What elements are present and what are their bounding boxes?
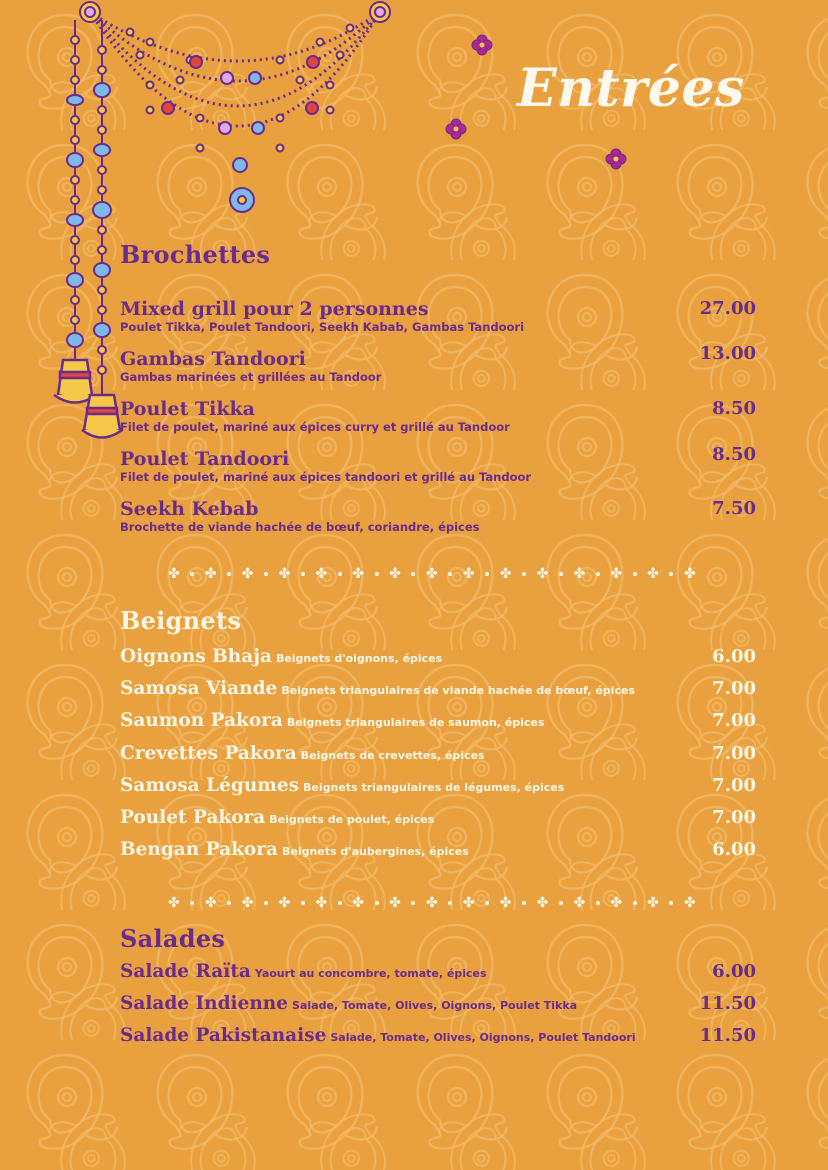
- item-name: Poulet Tikka: [120, 398, 255, 420]
- dot-icon: [375, 901, 379, 905]
- item-description: Filet de poulet, mariné aux épices curry et grillé au Tandoor: [120, 420, 510, 434]
- item-name: Poulet Tandoori: [120, 448, 290, 470]
- flower-ornament-icon: ✤: [168, 566, 180, 582]
- flower-ornament-icon: ✤: [315, 895, 328, 911]
- item-name: Salade Raïta: [120, 961, 251, 982]
- dot-icon: [669, 572, 673, 576]
- dot-icon: [485, 901, 489, 905]
- item-price: 13.00: [699, 343, 756, 364]
- menu-item: [120, 678, 756, 704]
- menu-item: [120, 807, 756, 833]
- item-description: Beignets d'aubergines, épices: [281, 845, 469, 858]
- flower-icon: [471, 34, 493, 56]
- dot-icon: [301, 572, 305, 576]
- menu-item: [120, 961, 756, 987]
- item-price: 11.50: [699, 1025, 756, 1046]
- item-price: 7.00: [712, 743, 756, 764]
- menu-item: [120, 993, 756, 1019]
- item-name: Oignons Bhaja: [120, 646, 272, 667]
- flower-ornament-icon: ✤: [499, 566, 512, 582]
- item-name: Salade Pakistanaise: [120, 1025, 327, 1046]
- menu-item: [120, 298, 756, 335]
- flower-ornament-icon: ✤: [352, 895, 365, 911]
- flower-ornament-icon: ✤: [684, 895, 696, 911]
- ornamental-divider: [168, 564, 696, 584]
- flower-ornament-icon: ✤: [536, 566, 549, 582]
- item-price: 8.50: [712, 444, 756, 465]
- item-name: Saumon Pakora: [120, 710, 283, 731]
- item-price: 6.00: [712, 646, 756, 667]
- dot-icon: [375, 572, 379, 576]
- item-description: Gambas marinées et grillées au Tandoor: [120, 370, 382, 384]
- flower-ornament-icon: ✤: [573, 566, 586, 582]
- menu-item: [120, 743, 756, 769]
- item-description: Beignets triangulaires de viande hachée de bœuf, épices: [281, 684, 635, 697]
- flower-ornament-icon: ✤: [426, 566, 438, 582]
- item-description: Beignets triangulaires de légumes, épices: [303, 781, 565, 794]
- item-description: Beignets de poulet, épices: [269, 813, 435, 826]
- section-title-beignets: Beignets: [120, 606, 242, 635]
- menu-item: [120, 343, 756, 385]
- dot-icon: [264, 572, 268, 576]
- dot-icon: [485, 572, 489, 576]
- item-description: Salade, Tomate, Olives, Oignons, Poulet Tikka: [292, 999, 578, 1012]
- flower-ornament-icon: ✤: [610, 566, 623, 582]
- flower-ornament-icon: ✤: [573, 895, 586, 911]
- flower-icon: [605, 148, 627, 170]
- dot-icon: [301, 901, 305, 905]
- flower-ornament-icon: ✤: [278, 566, 291, 582]
- flower-ornament-icon: ✤: [352, 566, 365, 582]
- menu-item: [120, 444, 756, 485]
- flower-ornament-icon: ✤: [315, 566, 328, 582]
- flower-ornament-icon: ✤: [610, 895, 623, 911]
- section-title-brochettes: Brochettes: [120, 240, 271, 269]
- flower-ornament-icon: ✤: [278, 895, 291, 911]
- flower-icon: [445, 118, 467, 140]
- item-price: 6.00: [712, 839, 756, 860]
- dot-icon: [448, 901, 452, 905]
- item-description: Brochette de viande hachée de bœuf, coriandre, épices: [120, 520, 480, 534]
- dot-icon: [448, 572, 452, 576]
- item-description: Salade, Tomate, Olives, Oignons, Poulet Tandoori: [330, 1031, 636, 1044]
- dot-icon: [227, 901, 231, 905]
- item-price: 7.00: [712, 807, 756, 828]
- item-description: Beignets triangulaires de saumon, épices: [286, 716, 545, 729]
- item-description: Beignets de crevettes, épices: [300, 749, 485, 762]
- item-name: Gambas Tandoori: [120, 348, 306, 370]
- dot-icon: [227, 572, 231, 576]
- dot-icon: [633, 901, 637, 905]
- item-name: Samosa Viande: [120, 678, 278, 699]
- flower-ornament-icon: ✤: [241, 566, 254, 582]
- dot-icon: [522, 572, 526, 576]
- dot-icon: [190, 572, 194, 576]
- flower-ornament-icon: ✤: [647, 566, 659, 582]
- item-price: 6.00: [712, 961, 756, 982]
- menu-item: [120, 710, 756, 736]
- dot-icon: [522, 901, 526, 905]
- dot-icon: [338, 572, 342, 576]
- menu-item: [120, 1025, 756, 1051]
- item-description: Filet de poulet, mariné aux épices tandoori et grillé au Tandoor: [120, 470, 532, 484]
- dot-icon: [596, 901, 600, 905]
- dot-icon: [669, 901, 673, 905]
- menu-item: [120, 839, 756, 865]
- item-price: 7.00: [712, 775, 756, 796]
- item-price: 7.00: [712, 678, 756, 699]
- flower-ornament-icon: ✤: [499, 895, 512, 911]
- menu-item: [120, 646, 756, 672]
- section-title-salades: Salades: [120, 924, 226, 953]
- flower-ornament-icon: ✤: [204, 895, 217, 911]
- ornamental-divider: [168, 893, 696, 913]
- flower-ornament-icon: ✤: [426, 895, 438, 911]
- item-description: Beignets d'oignons, épices: [275, 652, 443, 665]
- flower-ornament-icon: ✤: [204, 566, 217, 582]
- item-name: Poulet Pakora: [120, 807, 266, 828]
- flower-ornament-icon: ✤: [389, 895, 401, 911]
- menu-item: [120, 775, 756, 801]
- item-price: 7.50: [712, 498, 756, 519]
- item-name: Crevettes Pakora: [120, 743, 297, 764]
- flower-ornament-icon: ✤: [389, 566, 401, 582]
- dot-icon: [264, 901, 268, 905]
- dot-icon: [190, 901, 194, 905]
- item-name: Samosa Légumes: [120, 775, 300, 796]
- flower-ornament-icon: ✤: [168, 895, 180, 911]
- item-name: Bengan Pakora: [120, 839, 278, 860]
- flower-ornament-icon: ✤: [462, 895, 475, 911]
- menu-item: [120, 398, 756, 435]
- dot-icon: [559, 572, 563, 576]
- menu-item: [120, 498, 756, 535]
- page-title: Entrées: [517, 58, 745, 119]
- item-name: Seekh Kebab: [120, 498, 259, 520]
- item-description: Yaourt au concombre, tomate, épices: [254, 967, 487, 980]
- dot-icon: [559, 901, 563, 905]
- item-price: 27.00: [699, 298, 756, 319]
- item-price: 8.50: [712, 398, 756, 419]
- flower-ornament-icon: ✤: [536, 895, 549, 911]
- dot-icon: [338, 901, 342, 905]
- item-description: Poulet Tikka, Poulet Tandoori, Seekh Kabab, Gambas Tandoori: [120, 320, 525, 334]
- item-name: Salade Indienne: [120, 993, 289, 1014]
- dot-icon: [411, 901, 415, 905]
- item-price: 7.00: [712, 710, 756, 731]
- flower-ornament-icon: ✤: [241, 895, 254, 911]
- dot-icon: [411, 572, 415, 576]
- flower-ornament-icon: ✤: [462, 566, 475, 582]
- dot-icon: [596, 572, 600, 576]
- flower-ornament-icon: ✤: [647, 895, 659, 911]
- item-price: 11.50: [699, 993, 756, 1014]
- item-name: Mixed grill pour 2 personnes: [120, 298, 429, 320]
- dot-icon: [633, 572, 637, 576]
- flower-ornament-icon: ✤: [684, 566, 696, 582]
